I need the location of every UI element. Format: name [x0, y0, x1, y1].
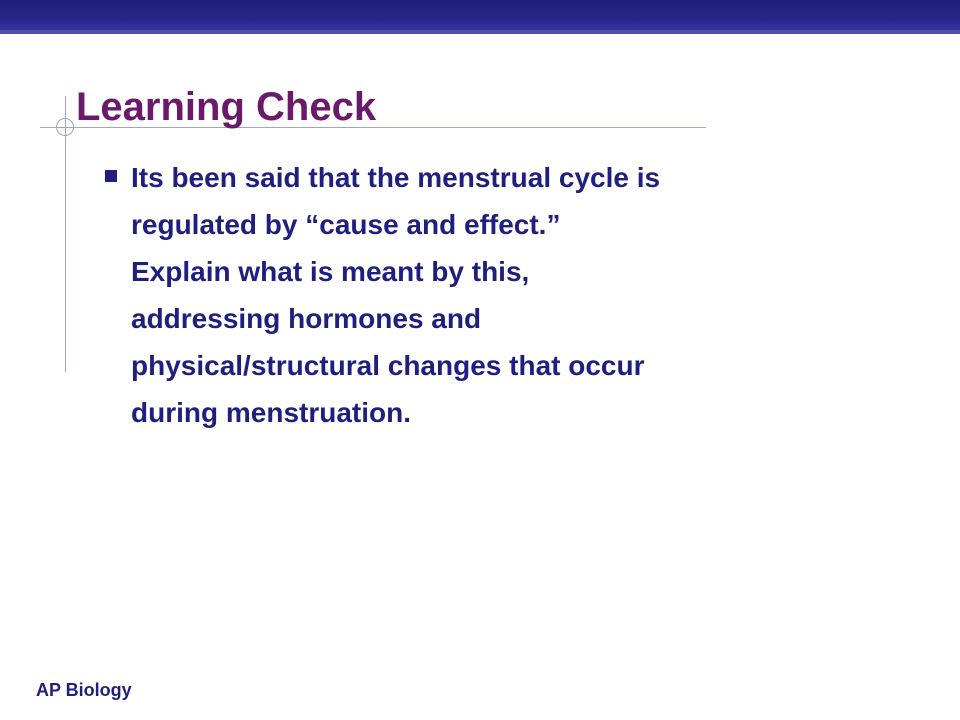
slide-title: Learning Check — [76, 85, 377, 129]
footer-label: AP Biology — [36, 680, 132, 700]
top-banner-edge — [0, 30, 960, 34]
bullet-text: Its been said that the menstrual cycle is regulated by “cause and effect.” Explain what is meant by this, addressing hormones and physical/structural changes that occur during menstruation. — [131, 162, 661, 428]
crosshair-circle-icon — [56, 118, 74, 136]
square-bullet-icon — [105, 170, 117, 182]
vertical-guide-line — [65, 96, 66, 372]
top-banner — [0, 0, 960, 34]
